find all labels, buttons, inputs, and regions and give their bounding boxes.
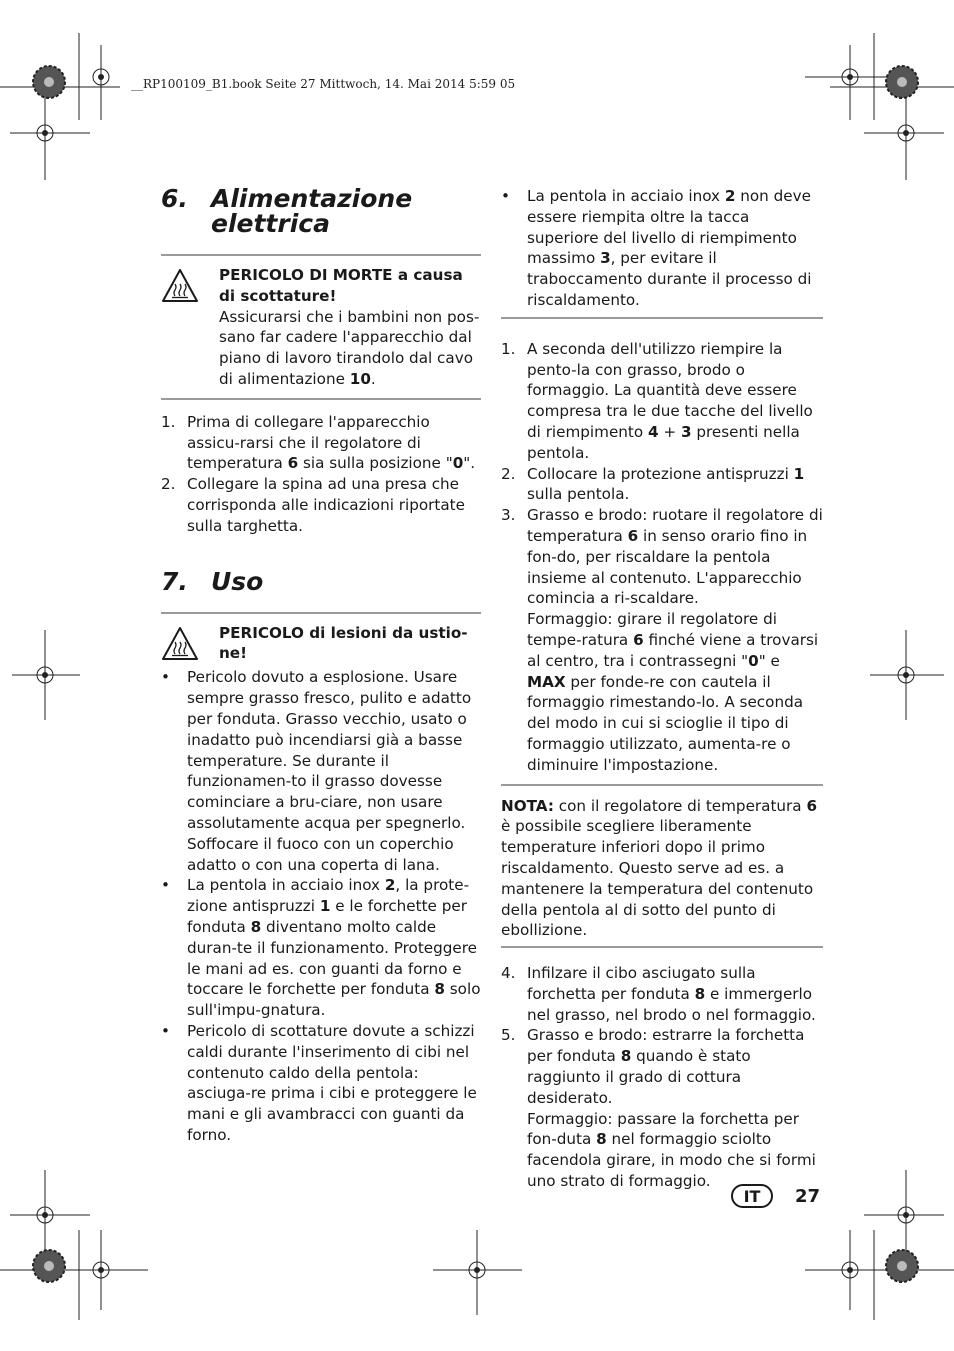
section-6-title-line1: Alimentazione (211, 184, 413, 213)
divider (161, 398, 481, 400)
section-7-heading: 7. Uso (161, 566, 264, 596)
list-item: 5. Grasso e brodo: estrarre la forchetta per fonduta 8 quando è stato raggiunto il grado di cottura desiderato. Formaggio: passare la forchetta per fon-duta 8 nel formaggio sciolto facendola girare, in modo che si formi uno strato di formaggio. (501, 1026, 816, 1191)
list-item: 2. Collocare la protezione antispruzzi 1 sulla pentola. (501, 464, 805, 504)
warning-title: PERICOLO di lesioni da ustio-ne! (219, 623, 468, 663)
safety-bullets (161, 667, 481, 1145)
warning-box-burns (161, 614, 481, 668)
left-column (161, 186, 481, 1146)
right-column (501, 186, 823, 1192)
warning-title: PERICOLO DI MORTE a causa di scottature! (219, 266, 463, 305)
connection-steps (161, 412, 481, 537)
page-footer (731, 1184, 820, 1208)
list-item: • Pericolo dovuto a esplosione. Usare sempre grasso fresco, pulito e adatto per fonduta. Grasso vecchio, usato o inadatto può incendiarsi già a basse temperature. Se durante il funzionamen-to il grasso dovesse cominciare a bru-ciare, non usare assolutamente acqua per spegnerlo. Soffocare il fuoco con un coperchio adatto o con una coperta di lana. (161, 668, 472, 874)
list-item: • La pentola in acciaio inox 2 non deve essere riempita oltre la tacca superiore del livello di riempimento massimo 3, per evitare il traboccamento durante il processo di riscaldamento. (501, 187, 812, 309)
section-6-heading: 6. Alimentazione elettrica (161, 184, 413, 238)
divider (501, 317, 823, 319)
list-item: 2. Collegare la spina ad una presa che corrisponda alle indicazioni riportate sulla targhetta. (161, 475, 465, 535)
list-item: • Pericolo di scottature dovute a schizzi caldi durante l'inserimento di cibi nel contenuto caldo della pentola: asciuga-re prima i cibi e proteggere le mani e gli avambracci con guanti da forno. (161, 1021, 477, 1144)
language-badge: IT (731, 1184, 773, 1208)
print-header: __RP100109_B1.book Seite 27 Mittwoch, 14. Mai 2014 5:59 05 (131, 77, 516, 91)
divider (501, 946, 823, 948)
usage-steps (501, 339, 823, 776)
section-6-title-line2: elettrica (211, 209, 330, 238)
page-number: 27 (795, 1185, 821, 1207)
note-box: NOTA: con il regolatore di temperatura 6 è possibile scegliere liberamente temperature inferiori dopo il primo riscaldamento. Questo serve ad es. a mantenere la temperatura del contenuto della pentola al di sotto del punto di ebollizione. (501, 796, 818, 940)
warning-text: Assicurarsi che i bambini non pos-sano far cadere l'apparecchio dal piano di lavoro tirandolo dal cavo di alimentazione 10. (219, 307, 480, 388)
list-item: • La pentola in acciaio inox 2, la prote-zione antispruzzi 1 e le forchette per fonduta 8 diventano molto calde duran-te il funzionamento. Proteggere le mani ad es. con guanti da forno e toccare le forchette per fonduta 8 solo sull'impu-gnatura. (161, 876, 481, 1020)
divider (501, 784, 823, 786)
hot-surface-warning-icon (161, 265, 219, 390)
list-item: 3. Grasso e brodo: ruotare il regolatore di temperatura 6 in senso orario fino in fon-do, per riscaldare la pentola insieme al contenuto. L'apparecchio comincia a ri-scaldare. Formaggio: girare il regolatore di tempe-ratura 6 finché viene a trovarsi al centro, tra i contrassegni "0" e MAX per fonde-re con cautela il formaggio rimestando-lo. A seconda del modo in cui si scioglie il tipo di formaggio utilizzato, aumenta-re o diminuire l'impostazione. (501, 506, 823, 774)
list-item: 4. Infilzare il cibo asciugato sulla forchetta per fonduta 8 e immergerlo nel grasso, nel brodo o nel formaggio. (501, 964, 816, 1024)
safety-bullets-continued (501, 186, 823, 311)
hot-surface-warning-icon (161, 623, 219, 668)
warning-box-electric (161, 256, 481, 398)
section-7-title: Uso (211, 566, 264, 596)
usage-steps-continued (501, 963, 823, 1192)
list-item: 1. A seconda dell'utilizzo riempire la pento-la con grasso, brodo o formaggio. La quantità deve essere compresa tra le due tacche del livello di riempimento 4 + 3 presenti nella pentola. (501, 339, 813, 462)
list-item: 1. Prima di collegare l'apparecchio assicu-rarsi che il regolatore di temperatura 6 sia sulla posizione "0". (161, 412, 476, 473)
note-label: NOTA: (501, 796, 554, 815)
